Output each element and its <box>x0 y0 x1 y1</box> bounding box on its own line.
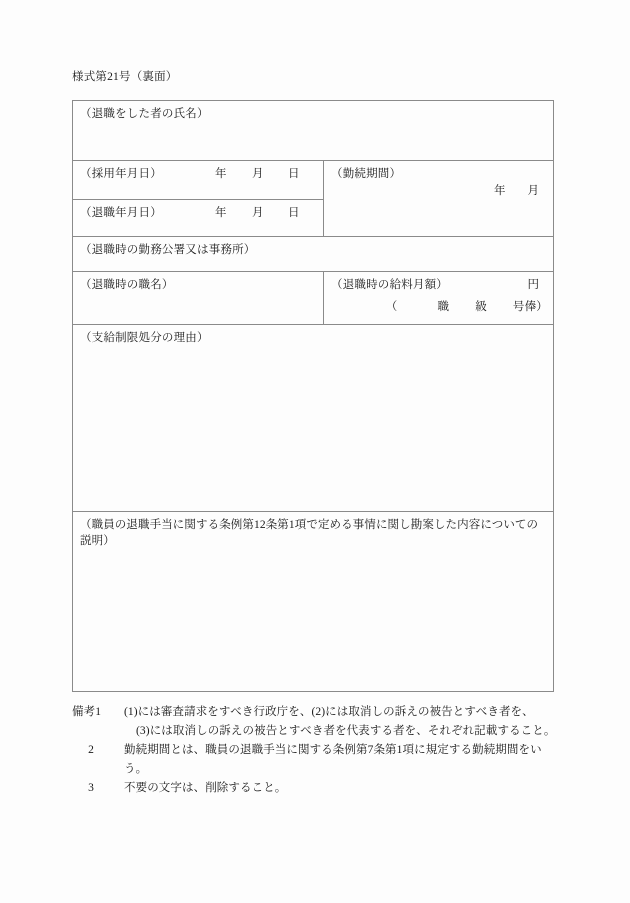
rank-class-marker: 級 <box>475 301 487 313</box>
note-marker-2: 2 <box>88 744 94 756</box>
cell-consideration[interactable] <box>73 512 554 692</box>
retirement-allowance-form-table <box>72 100 554 692</box>
cell-retire-date[interactable] <box>73 200 324 237</box>
table-row-workplace <box>73 237 554 272</box>
table-row-retiree-name <box>73 101 554 161</box>
note-item-2 <box>72 741 572 779</box>
label-job-title: （退職時の職名） <box>80 279 174 291</box>
rank-paren-open: （ <box>385 301 398 313</box>
rank-grade-marker: 職 <box>437 301 450 313</box>
table-row-consideration <box>73 512 554 692</box>
label-monthly-salary: （退職時の給料月額） <box>331 279 448 291</box>
table-row-job-title-salary <box>73 272 554 325</box>
form-number-heading: 様式第21号（裏面） <box>72 71 178 83</box>
cell-monthly-salary[interactable] <box>324 272 554 325</box>
notes-section <box>72 703 572 798</box>
note-body-2 <box>124 741 572 779</box>
label-hire-date: （採用年月日） <box>80 168 162 180</box>
note-1-line-2: (3)には取消しの訴えの被告とすべき者を代表する者を、それぞれ記載すること。 <box>136 725 556 737</box>
note-marker-3: 3 <box>88 782 94 794</box>
label-retire-date: （退職年月日） <box>80 207 162 219</box>
retire-date-month-marker: 月 <box>252 207 264 219</box>
salary-rank-line <box>324 299 548 315</box>
note-body-3 <box>124 779 572 798</box>
cell-restriction-reason[interactable] <box>73 325 554 512</box>
cell-service-period[interactable] <box>324 161 554 237</box>
note-body-1 <box>124 703 572 741</box>
note-marker-1: 備考1 <box>72 706 102 718</box>
note-2-line-2: う。 <box>124 763 148 775</box>
hire-date-month-marker: 月 <box>252 168 264 180</box>
note-item-1 <box>72 703 572 741</box>
service-period-units <box>324 183 539 199</box>
cell-job-title[interactable] <box>73 272 324 325</box>
rank-step-marker: 号俸） <box>512 301 548 313</box>
note-3-line-1: 不要の文字は、削除すること。 <box>124 782 287 794</box>
retire-date-year-marker: 年 <box>215 207 227 219</box>
cell-hire-date[interactable] <box>73 161 324 200</box>
cell-workplace[interactable] <box>73 237 554 272</box>
label-consideration: （職員の退職手当に関する条例第12条第1項で定める事情に関し勘案した内容についての説明） <box>80 519 539 547</box>
table-row-hire-date <box>73 161 554 200</box>
note-item-3 <box>72 779 572 798</box>
label-workplace: （退職時の勤務公署又は事務所） <box>80 244 256 256</box>
table-row-restriction-reason <box>73 325 554 512</box>
service-period-month-marker: 月 <box>527 185 539 197</box>
label-retiree-name: （退職をした者の氏名） <box>80 108 209 120</box>
salary-currency-marker: 円 <box>527 279 539 291</box>
note-1-line-1: (1)には審査請求をすべき行政庁を、(2)には取消しの訴えの被告とすべき者を、 <box>124 706 534 718</box>
note-2-line-1: 勤続期間とは、職員の退職手当に関する条例第7条第1項に規定する勤続期間をい <box>124 744 542 756</box>
hire-date-day-marker: 日 <box>288 168 300 180</box>
service-period-year-marker: 年 <box>494 185 506 197</box>
hire-date-year-marker: 年 <box>215 168 227 180</box>
label-restriction-reason: （支給制限処分の理由） <box>80 332 209 344</box>
cell-retiree-name[interactable] <box>73 101 554 161</box>
retire-date-day-marker: 日 <box>288 207 300 219</box>
label-service-period: （勤続期間） <box>331 168 402 180</box>
